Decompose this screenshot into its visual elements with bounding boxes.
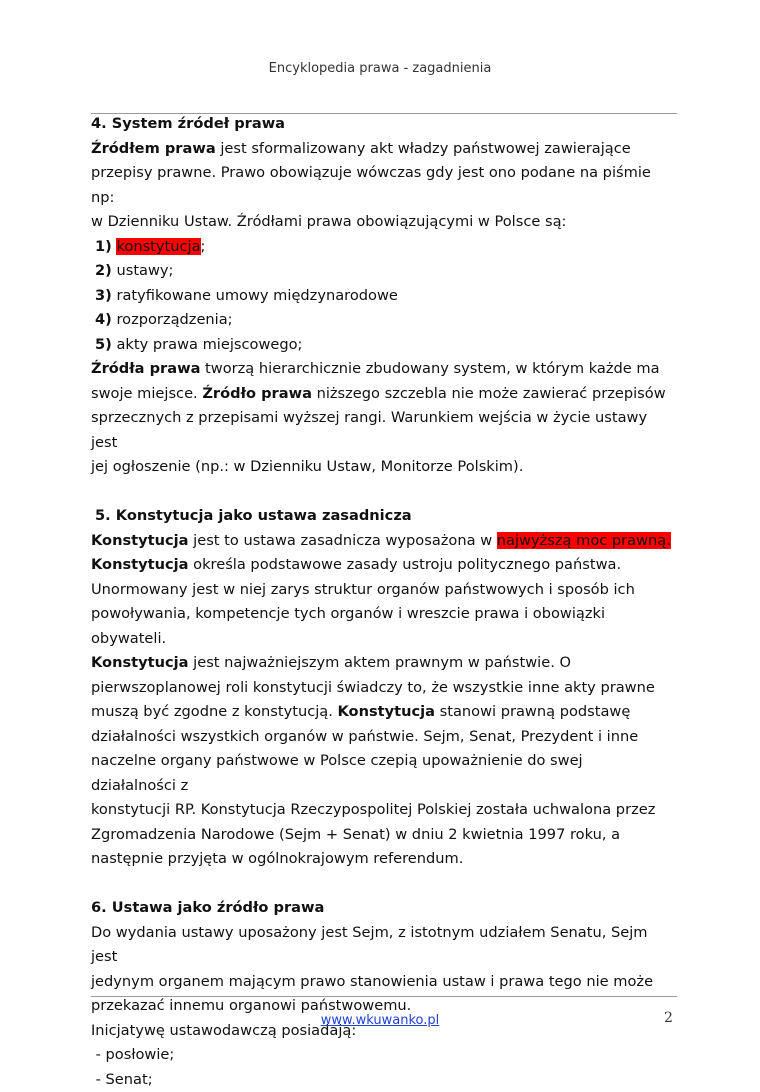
paragraph-line: swoje miejsce. Źródło prawa niższego szczebla nie może zawierać przepisów — [91, 382, 671, 407]
section-6-heading: 6. Ustawa jako źródło prawa — [91, 896, 671, 921]
paragraph-line: jej ogłoszenie (np.: w Dzienniku Ustaw, Monitorze Polskim). — [91, 455, 671, 480]
list-item: 2) ustawy; — [91, 259, 671, 284]
paragraph: Źródła prawa tworzą hierarchicznie zbudowany system, w którym każde ma — [91, 357, 671, 382]
highlighted-text: konstytucja — [116, 238, 200, 255]
paragraph-line: Unormowany jest w niej zarys struktur organów państwowych i sposób ich — [91, 578, 671, 603]
paragraph-line: Konstytucja jest to ustawa zasadnicza wyposażona w najwyższą moc prawną. — [91, 529, 671, 554]
section-4-heading: 4. System źródeł prawa — [91, 112, 671, 137]
paragraph-line: konstytucji RP. Konstytucja Rzeczypospolitej Polskiej została uchwalona przez — [91, 798, 671, 823]
paragraph-line: sprzecznych z przepisami wyższej rangi. Warunkiem wejścia w życie ustawy jest — [91, 406, 671, 455]
paragraph-line: Zgromadzenia Narodowe (Sejm + Senat) w dniu 2 kwietnia 1997 roku, a — [91, 823, 671, 848]
paragraph-line: działalności wszystkich organów w państwie. Sejm, Senat, Prezydent i inne — [91, 725, 671, 750]
list-item: - posłowie; — [91, 1043, 671, 1068]
paragraph-line: pierwszoplanowej roli konstytucji świadczy to, że wszystkie inne akty prawne — [91, 676, 671, 701]
spacer — [91, 872, 671, 897]
list-item: 5) akty prawa miejscowego; — [91, 333, 671, 358]
page-content — [91, 112, 671, 1092]
list-item: - Senat; — [91, 1068, 671, 1092]
paragraph-line: powoływania, kompetencje tych organów i wreszcie prawa i obowiązki obywateli. — [91, 602, 671, 651]
footer-rule — [91, 996, 677, 997]
list-item: 3) ratyfikowane umowy międzynarodowe — [91, 284, 671, 309]
paragraph-line: przepisy prawne. Prawo obowiązuje wówczas gdy jest ono podane na piśmie np: — [91, 161, 671, 210]
list-item: 1) konstytucja; — [91, 235, 671, 260]
paragraph: Źródłem prawa jest sformalizowany akt władzy państwowej zawierające — [91, 137, 671, 162]
paragraph-line: Konstytucja określa podstawowe zasady ustroju politycznego państwa. — [91, 553, 671, 578]
footer-link[interactable]: www.wkuwanko.pl — [321, 1013, 439, 1028]
paragraph-line: Inicjatywę ustawodawczą posiadają: — [91, 1019, 671, 1044]
paragraph-line: jedynym organem mającym prawo stanowienia ustaw i prawa tego nie może — [91, 970, 671, 995]
paragraph-line: naczelne organy państwowe w Polsce czepią upoważnienie do swej działalności z — [91, 749, 671, 798]
paragraph-line: Do wydania ustawy uposażony jest Sejm, z istotnym udziałem Senatu, Sejm jest — [91, 921, 671, 970]
paragraph-line: przekazać innemu organowi państwowemu. — [91, 994, 671, 1019]
highlighted-text: najwyższą moc prawną. — [497, 532, 671, 549]
paragraph-line: muszą być zgodne z konstytucją. Konstytucja stanowi prawną podstawę — [91, 700, 671, 725]
section-5-heading: 5. Konstytucja jako ustawa zasadnicza — [91, 504, 671, 529]
page-footer — [0, 1013, 760, 1028]
page-number: 2 — [664, 1010, 673, 1026]
paragraph-line: w Dzienniku Ustaw. Źródłami prawa obowiązującymi w Polsce są: — [91, 210, 671, 235]
paragraph-line: następnie przyjęta w ogólnokrajowym referendum. — [91, 847, 671, 872]
page-header: Encyklopedia prawa - zagadnienia — [0, 61, 760, 76]
list-item: 4) rozporządzenia; — [91, 308, 671, 333]
paragraph-line: Konstytucja jest najważniejszym aktem prawnym w państwie. O — [91, 651, 671, 676]
spacer — [91, 480, 671, 505]
